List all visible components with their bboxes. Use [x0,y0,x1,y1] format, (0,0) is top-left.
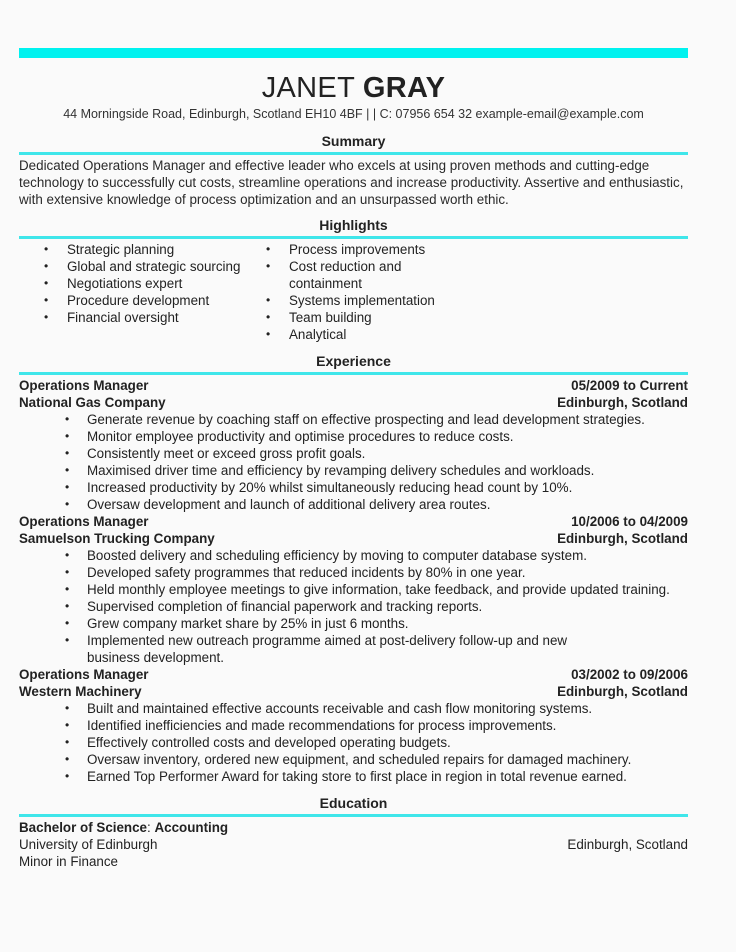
job-bullet: • Implemented new outreach programme aimed at post-delivery follow-up and new business development. [19,632,688,666]
job-location: Edinburgh, Scotland [557,531,688,546]
job-bullet: • Monitor employee productivity and optimise procedures to reduce costs. [19,428,688,445]
job-bullet: • Maximised driver time and efficiency by revamping delivery schedules and workloads. [19,462,688,479]
job-bullet: • Developed safety programmes that reduced incidents by 80% in one year. [19,564,688,581]
job-bullet: • Identified inefficiencies and made recommendations for process improvements. [19,717,688,734]
job-title: Operations Manager [19,514,149,529]
candidate-name [19,71,688,105]
degree: Bachelor of Science [19,820,148,835]
highlight-item: • Systems implementation [241,292,463,309]
job-bullet: • Consistently meet or exceed gross profit goals. [19,445,688,462]
job-bullet: • Oversaw development and launch of additional delivery area routes. [19,496,688,513]
job-location: Edinburgh, Scotland [557,395,688,410]
job-entry [19,513,688,666]
company-name: Western Machinery [19,684,142,699]
section-title-summary: Summary [19,133,688,155]
company-name: Samuelson Trucking Company [19,531,215,546]
highlights-column-2 [241,241,463,343]
highlight-item: • Team building [241,309,463,326]
highlight-item: • Procedure development [19,292,241,309]
school-name: University of Edinburgh [19,837,158,852]
job-dates: 03/2002 to 09/2006 [571,667,688,682]
highlight-item: • Strategic planning [19,241,241,258]
job-entry [19,666,688,785]
job-dates: 05/2009 to Current [571,378,688,393]
job-title: Operations Manager [19,667,149,682]
degree-field: Accounting [154,820,229,835]
highlight-item: • Negotiations expert [19,275,241,292]
company-name: National Gas Company [19,395,166,410]
contact-info: 44 Morningside Road, Edinburgh, Scotland EH10 4BF | | C: 07956 654 32 example-email@example.com [63,107,644,121]
job-dates: 10/2006 to 04/2009 [571,514,688,529]
section-title-highlights: Highlights [19,217,688,239]
job-bullet: • Built and maintained effective accounts receivable and cash flow monitoring systems. [19,700,688,717]
accent-bar [19,48,688,58]
job-bullet: • Grew company market share by 25% in just 6 months. [19,615,688,632]
job-location: Edinburgh, Scotland [557,684,688,699]
highlight-item: • Analytical [241,326,463,343]
highlight-item: • Global and strategic sourcing [19,258,241,275]
first-name: JANET [261,72,355,104]
job-bullet: • Generate revenue by coaching staff on effective prospecting and lead development strategies. [19,411,688,428]
job-bullet: • Oversaw inventory, ordered new equipment, and scheduled repairs for damaged machinery. [19,751,688,768]
highlight-item: • Financial oversight [19,309,241,326]
section-title-education: Education [19,795,688,817]
summary-text: Dedicated Operations Manager and effective leader who excels at using proven methods and cutting-edge technology to successfully cut costs, streamline operations and increase productivity. Assertive and enthusiastic, with extensive knowledge of process optimization and an unsurpassed worth ethic. [19,158,684,207]
minor: Minor in Finance [19,854,118,869]
job-bullet: • Held monthly employee meetings to give information, take feedback, and provide updated training. [19,581,688,598]
experience-list [19,377,688,785]
education-entry: Bachelor of Science: Accounting University of Edinburgh Edinburgh, Scotland Minor in Finance [19,820,688,869]
job-bullet: • Increased productivity by 20% whilst simultaneously reducing head count by 10%. [19,479,688,496]
school-location: Edinburgh, Scotland [567,837,688,852]
job-bullet: • Effectively controlled costs and developed operating budgets. [19,734,688,751]
resume [19,48,688,870]
section-title-experience: Experience [19,353,688,375]
last-name: GRAY [362,72,446,104]
job-bullet: • Supervised completion of financial paperwork and tracking reports. [19,598,688,615]
job-title: Operations Manager [19,378,149,393]
highlights-column-1 [19,241,241,343]
job-bullet: • Boosted delivery and scheduling efficiency by moving to computer database system. [19,547,688,564]
job-entry [19,377,688,513]
job-bullet: • Earned Top Performer Award for taking store to first place in region in total revenue earned. [19,768,688,785]
highlights-list [19,241,688,343]
highlight-item: • Cost reduction and containment [241,258,463,292]
highlight-item: • Process improvements [241,241,463,258]
